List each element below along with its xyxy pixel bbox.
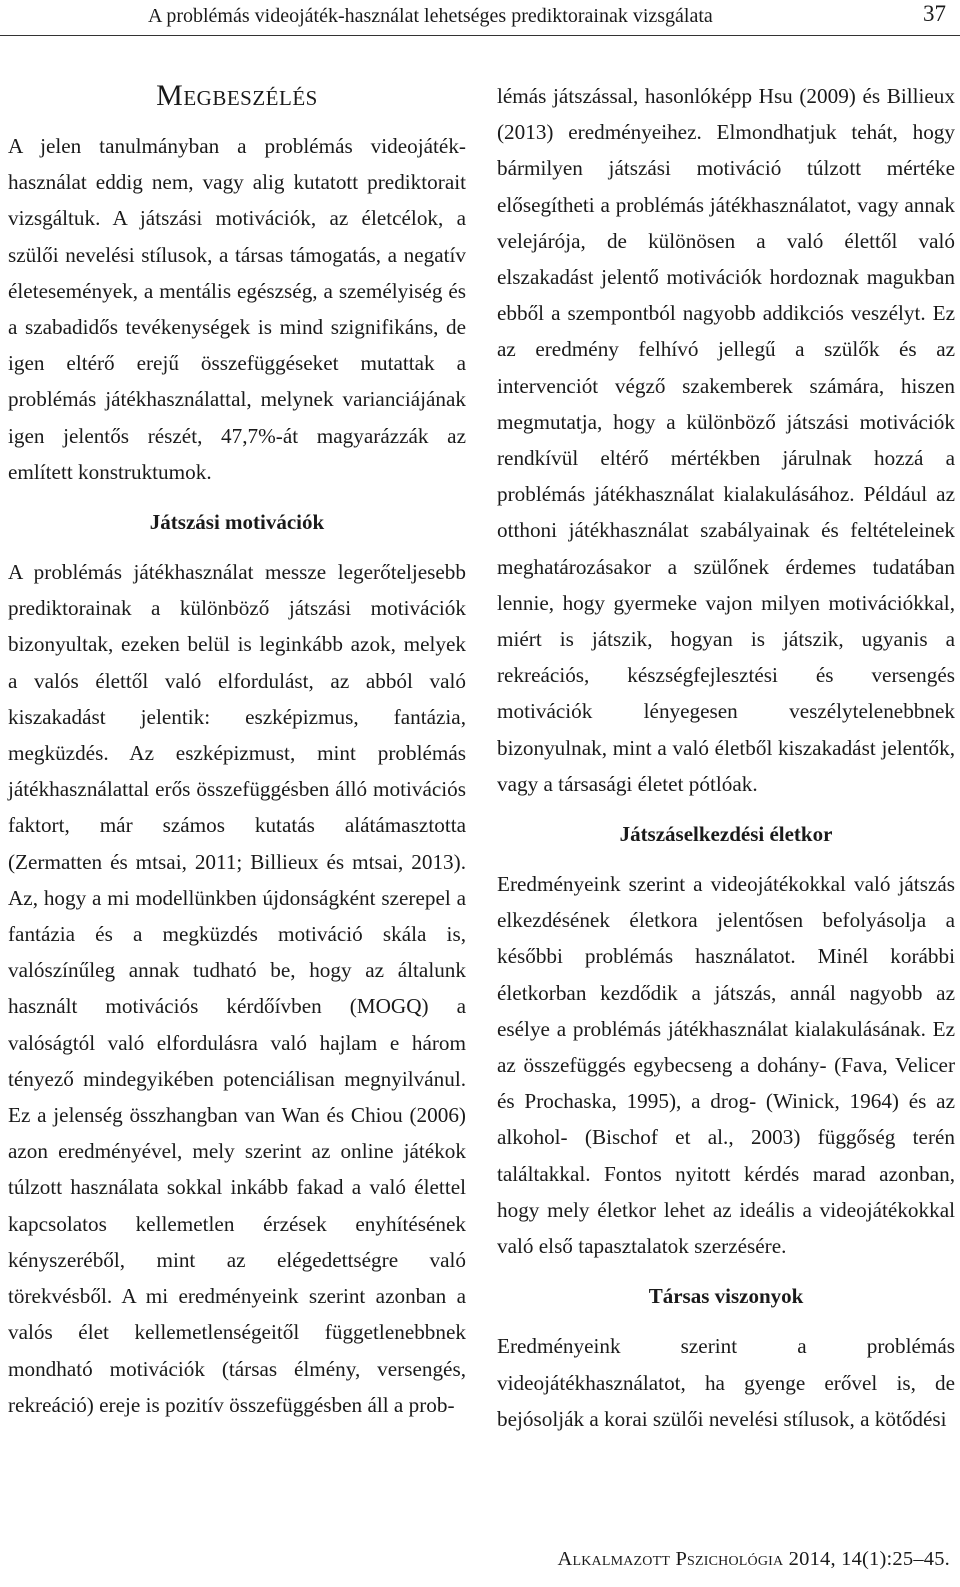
motivations-paragraph: A problémás játékhasználat messze legerőteljesebb prediktorainak a különböző játszási motivációk bizonyultak, ezeken belül is leginkább azok, melyek a valós élettől való elfordulást, az abból való kiszakadást jelentik: eszképizmus, fantázia, megküzdés. Az eszképizmust, mint problémás játékhasználattal erős összefüggésben álló motivációs faktort, már számos kutatás alátámasztotta (Zermatten és mtsai, 2011; Billieux és mtsai, 2013). Az, hogy a mi modellünkben újdonságként szerepel a fantázia és a megküzdés motiváció skála is, valószínűleg annak tudható be, hogy az általunk használt motivációs kérdőívben (MOGQ) a valóságtól való elfordulásra való hajlam e három tényező mindegyikében potenciálisan megnyilvánul. Ez a jelenség összhangban van Wan és Chiou (2006) azon eredményével, mely szerint az online játékok túlzott használata sokkal inkább fakad a való élettel kapcsolatos kellemetlen érzések enyhítésének kényszeréből, mint az elégedettségre való törekvésből. A mi eredményeink szerint azonban a valós élet kellemetlenségeitől függetlenebbnek mondható motivációk (társas élmény, versengés, rekreáció) ereje is pozitív összefüggésben áll a prob- [8,560,466,1417]
subhead-age: Játszáselkezdési életkor [619,822,833,847]
intro-paragraph: A jelen tanulmányban a problémás videojáték-használat eddig nem, vagy alig kutatott prediktorait vizsgáltuk. A játszási motivációk, az életcélok, a szülői nevelési stílusok, a társas támogatás, a negatív életesemények, a mentális egészség, a személyiség és a szabadidős tevékenységek is mind szignifikáns, de igen eltérő erejű összefüggéseket mutattak a problémás játékhasználattal, melynek varianciájának igen jelentős részét, 47,7%-át magyarázzák az említett konstruktumok. [8,134,466,484]
journal-footer: Alkalmazott Pszichológia 2014, 14(1):25–45. [557,1548,950,1570]
page-header [0,0,960,34]
left-column [8,78,466,1423]
age-paragraph: Eredményeink szerint a videojátékokkal való játszás elkezdésének életkora jelentősen befolyásolja a későbbi problémás használatot. Minél korábbi életkorban kezdődik a játszás, annál nagyobb az esélye a problémás játékhasználat kialakulásának. Ez az összefüggés egybecseng a dohány- (Fava, Velicer és Prochaska, 1995), a drog- (Winick, 1964) és az alkohol- (Bischof et al., 2003) függőség terén találtakkal. Fontos nyitott kérdés marad azonban, hogy mely életkor lehet az ideális a videojátékokkal való első tapasztalatok szerzésére. [497,872,955,1259]
subhead-motivations: Játszási motivációk [149,510,325,535]
running-title: A problémás videojáték-használat lehetséges prediktorainak vizsgálata [148,5,713,27]
continuation-paragraph: lémás játszással, hasonlóképp Hsu (2009) és Billieux (2013) eredményeihez. Elmondhatjuk tehát, hogy bármilyen játszási motiváció túlzott mértéke elősegítheti a problémás játékhasználatot, vagy annak velejárója, de különösen a való élettől való elszakadást jelentő motivációk hordoznak magukban ebből a szempontból nagyobb addikciós veszélyt. Ez az eredmény felhívó jellegű a szülők és az intervenciót végző szakemberek számára, hiszen megmutatja, hogy a különböző játszási motivációk rendkívül eltérő mértékben járulnak hozzá a problémás játékhasználat kialakulásához. Például az otthoni játékhasználat szabályainak és feltételeinek meghatározásakor a szülőnek érdemes tudatában lennie, hogy gyermeke vajon milyen motivációkkal, miért is játszik, hogyan is játszik, ugyanis a rekreációs, készségfejlesztési és versengés motivációk lényegesen veszélytelenebbnek bizonyulnak, mint a való életből kiszakadást jelentők, vagy a társasági életet pótlóak. [497,84,955,796]
subhead-social: Társas viszonyok [648,1284,804,1309]
page-number: 37 [923,1,946,26]
right-column [497,78,955,1437]
section-title: Megbeszélés [156,79,318,112]
social-paragraph: Eredményeink szerint a problémás videojátékhasználatot, ha gyenge erővel is, de bejósolják a korai szülői nevelési stílusok, a kötődési [497,1334,955,1431]
header-rule [0,35,960,36]
